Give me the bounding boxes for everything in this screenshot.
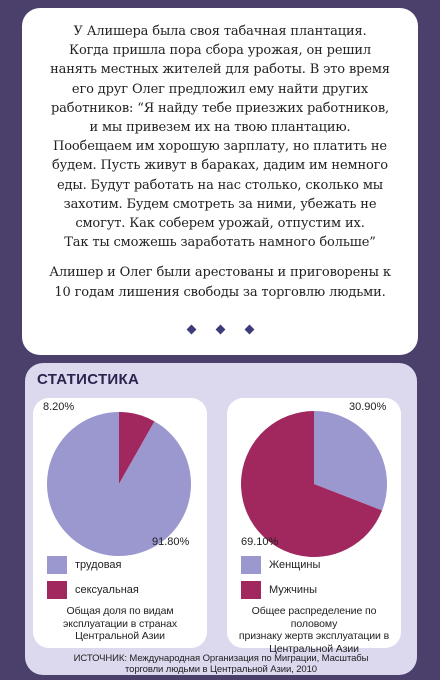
slice-label-sexual: 8.20% (43, 401, 75, 413)
caption-line: эксплуатации в странах (63, 617, 177, 630)
legend-swatch-labor (47, 556, 67, 574)
legend-label-sexual: сексуальная (75, 584, 139, 596)
legend-swatch-sexual (47, 581, 67, 599)
caption-line: признаку жертв эксплуатации в (238, 630, 390, 642)
story-verdict (36, 263, 404, 301)
source-line: ИСТОЧНИК: Международная Организация по Миграции, Масштабы (73, 653, 369, 664)
source-note (25, 653, 417, 675)
legend-item-women (241, 556, 320, 574)
story-line: Когда пришла пора сбора урожая, он решил (69, 43, 371, 59)
source-line: торговли людьми в Центральной Азии, 2010 (125, 664, 317, 675)
exploitation-type-pie (33, 398, 207, 558)
gender-pie (227, 398, 401, 558)
gender-chart-card (227, 398, 401, 655)
story-line: смогут. Как соберем урожай, отпустим их. (75, 216, 365, 232)
story-line: Пообещаем им хорошую зарплату, но платить не (53, 139, 387, 155)
diamond-divider (22, 326, 418, 333)
story-line: будем. Пусть живут в бараках, дадим им немного (52, 158, 388, 174)
legend-item-men (241, 581, 317, 599)
legend-label-men: Мужчины (269, 584, 318, 596)
caption-line: Общая доля по видам (66, 605, 174, 617)
verdict-line: Алишер и Олег были арестованы и приговорены к (49, 265, 391, 281)
story-line: работников: “Я найду тебе приезжих работников, (51, 100, 389, 116)
legend-label-labor: трудовая (75, 559, 122, 571)
caption-line: Центральной Азии (269, 642, 359, 655)
story-line: У Алишера была своя табачная плантация. (73, 24, 367, 39)
story-line: и мы привезем их на твою плантацию. (89, 120, 351, 136)
legend-item-sexual (47, 581, 139, 599)
legend-item-labor (47, 556, 122, 574)
story-line: захотим. Будем смотреть за ними, убежать не (63, 196, 377, 212)
legend-swatch-women (241, 556, 261, 574)
slice-label-labor: 91.80% (152, 536, 190, 548)
pie-slice-labor (47, 412, 191, 556)
diamond-icon (186, 325, 196, 335)
exploitation-type-chart-card (33, 398, 207, 648)
story-line: Так ты сможешь заработать намного больше” (64, 235, 376, 251)
story-line: его друг Олег предложил ему найти других (71, 81, 369, 97)
statistics-title: СТАТИСТИКА (37, 371, 140, 388)
slice-label-men: 69.10% (241, 536, 279, 548)
caption-line: Центральной Азии (75, 630, 165, 642)
story-text (36, 22, 404, 252)
story-line: нанять местных жителей для работы. В это время (50, 62, 390, 78)
story-card (22, 8, 418, 355)
verdict-line: 10 годам лишения свободы за торговлю людьми. (54, 284, 386, 300)
legend-swatch-men (241, 581, 261, 599)
chart-caption (235, 605, 393, 655)
caption-line: Общее распределение по половому (251, 605, 377, 630)
diamond-icon (244, 325, 254, 335)
chart-caption (41, 605, 199, 643)
story-line: еды. Будут работать на нас столько, сколько мы (57, 177, 383, 193)
slice-label-women: 30.90% (349, 401, 387, 413)
diamond-icon (215, 325, 225, 335)
statistics-panel (25, 363, 417, 675)
legend-label-women: Женщины (269, 559, 321, 571)
